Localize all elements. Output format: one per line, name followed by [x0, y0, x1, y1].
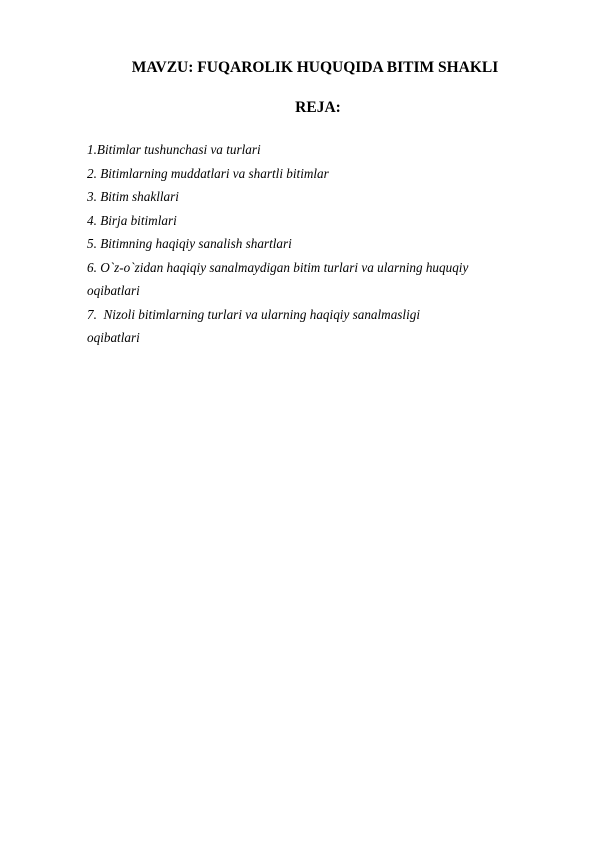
plan-item: 3. Bitim shakllari [87, 189, 179, 204]
page-title: MAVZU: FUQAROLIK HUQUQIDA BITIM SHAKLI [131, 59, 499, 76]
plan-item: 5. Bitimning haqiqiy sanalish shartlari [87, 236, 292, 251]
plan-list [87, 138, 567, 350]
plan-heading: REJA: [295, 99, 341, 116]
plan-item-continuation: oqibatlari [87, 283, 140, 298]
plan-item: 1.Bitimlar tushunchasi va turlari [87, 142, 261, 157]
plan-item: 6. O`z-o`zidan haqiqiy sanalmaydigan bitim turlari va ularning huquqiy [87, 259, 469, 275]
plan-item: 2. Bitimlarning muddatlari va shartli bitimlar [87, 165, 329, 181]
plan-item: 4. Birja bitimlari [87, 212, 177, 228]
plan-item: 7. Nizoli bitimlarning turlari va ularning haqiqiy sanalmasligi [87, 306, 421, 322]
plan-item-continuation: oqibatlari [87, 330, 140, 345]
